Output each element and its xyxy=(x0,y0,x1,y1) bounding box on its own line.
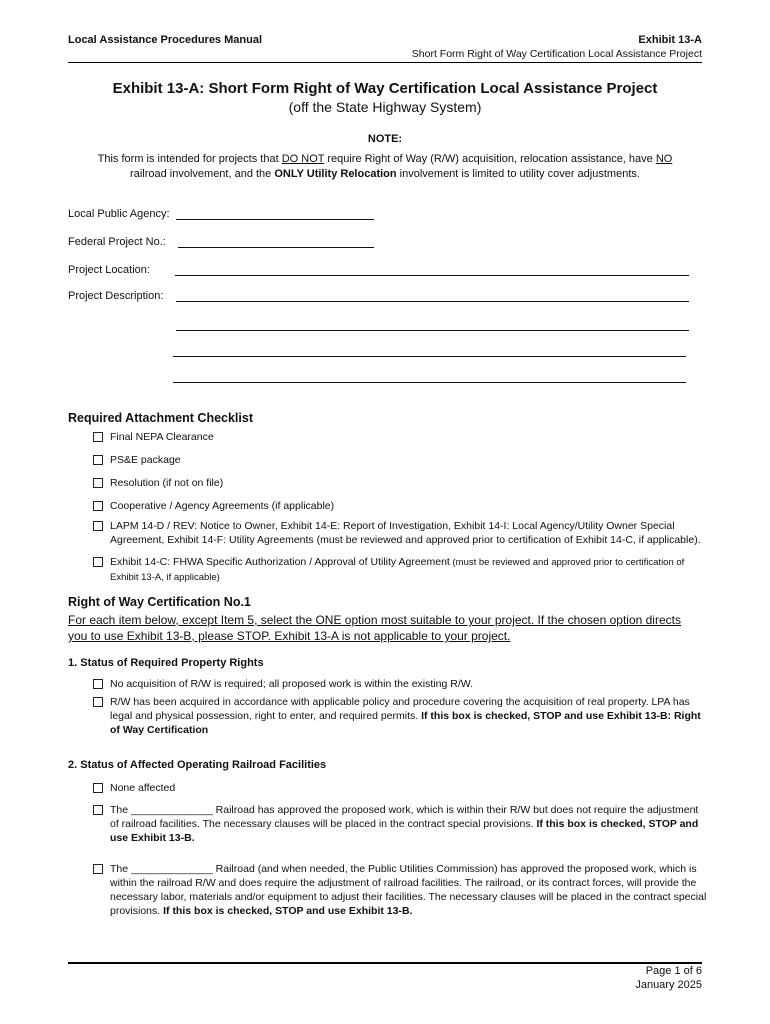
page-subtitle: (off the State Highway System) xyxy=(288,99,482,115)
revision-date: January 2025 xyxy=(635,979,702,991)
checkbox[interactable] xyxy=(93,805,103,815)
checkbox[interactable] xyxy=(93,697,103,707)
section-1-option[interactable]: R/W has been acquired in accordance with applicable policy and procedure covering the acquisition of real property. LPA has legal and physical possession, right to enter, and required permits. If this box is checked, STOP and use Exhibit 13-B: Right of Way Certification xyxy=(93,695,708,737)
checkbox[interactable] xyxy=(93,521,103,531)
exhibit-label: Exhibit 13-A xyxy=(638,34,702,46)
checkbox[interactable] xyxy=(93,864,103,874)
footer-divider xyxy=(68,962,702,964)
checklist-item[interactable]: Resolution (if not on file) xyxy=(93,476,708,490)
checklist-item[interactable]: LAPM 14-D / REV: Notice to Owner, Exhibit 14-E: Report of Investigation, Exhibit 14-I: Local Agency/Utility Owner Special Agreement, Exhibit 14-F: Utility Agreements (must be reviewed and approved prior to certification of Exhibit 14-C, if applicable). xyxy=(93,519,708,547)
section-2-option[interactable]: None affected xyxy=(93,781,708,795)
checkbox[interactable] xyxy=(93,557,103,567)
agency-label: Local Public Agency: xyxy=(68,208,170,220)
checkbox[interactable] xyxy=(93,478,103,488)
checklist-item[interactable]: Cooperative / Agency Agreements (if applicable) xyxy=(93,499,708,513)
checklist-item[interactable]: Exhibit 14-C: FHWA Specific Authorization / Approval of Utility Agreement (must be reviewed and approved prior to certification of Exhibit 13-A, if applicable) xyxy=(93,555,708,585)
intro-text: This form is intended for projects that DO NOT require Right of Way (R/W) acquisition, relocation assistance, have NO railroad involvement, and the ONLY Utility Relocation involvement is limited to utility cover adjustments. xyxy=(97,153,673,180)
page-number: Page 1 of 6 xyxy=(645,965,702,977)
checklist-heading: Required Attachment Checklist xyxy=(68,411,253,425)
description-field-line-2[interactable] xyxy=(176,330,689,331)
location-label: Project Location: xyxy=(68,264,150,276)
checkbox[interactable] xyxy=(93,432,103,442)
checklist-item[interactable]: Final NEPA Clearance xyxy=(93,430,708,444)
description-field-line-4[interactable] xyxy=(173,382,686,383)
header-divider xyxy=(68,62,702,63)
page-title: Exhibit 13-A: Short Form Right of Way Certification Local Assistance Project xyxy=(112,80,658,97)
description-field-line-3[interactable] xyxy=(173,356,686,357)
federal-no-field[interactable] xyxy=(178,247,374,248)
checklist-item[interactable]: PS&E package xyxy=(93,453,708,467)
manual-title: Local Assistance Procedures Manual xyxy=(68,34,262,46)
agency-field[interactable] xyxy=(176,219,374,220)
certification-instructions: For each item below, except Item 5, select the ONE option most suitable to your project. If the chosen option directs you to use Exhibit 13-B, please STOP. Exhibit 13-A is not applicable to your project. xyxy=(68,613,681,643)
description-field-line-1[interactable] xyxy=(176,301,689,302)
note-label: NOTE: xyxy=(367,133,403,145)
checkbox[interactable] xyxy=(93,501,103,511)
section-2-heading: 2. Status of Affected Operating Railroad Facilities xyxy=(68,759,327,771)
certification-heading: Right of Way Certification No.1 xyxy=(68,595,251,609)
section-2-option[interactable]: The ______________ Railroad has approved the proposed work, which is within their R/W but does not require the adjustment of railroad facilities. The necessary clauses will be placed in the contract special provisions. If this box is checked, STOP and use Exhibit 13-B. xyxy=(93,803,708,845)
location-field[interactable] xyxy=(175,275,689,276)
section-2-option[interactable]: The ______________ Railroad (and when needed, the Public Utilities Commission) has approved the proposed work, which is within the railroad R/W and does require the adjustment of railroad facilities. The railroad, or its contract forces, will provide the necessary labor, materials and/or equipment to adjust their facilities. The necessary clauses will be placed in the contract special provisions. If this box is checked, STOP and use Exhibit 13-B. xyxy=(93,862,708,918)
section-1-option[interactable]: No acquisition of R/W is required; all proposed work is within the existing R/W. xyxy=(93,677,708,691)
header-subtitle: Short Form Right of Way Certification Local Assistance Project xyxy=(411,48,702,60)
description-label: Project Description: xyxy=(68,290,164,302)
federal-no-label: Federal Project No.: xyxy=(68,236,166,248)
section-1-heading: 1. Status of Required Property Rights xyxy=(68,657,264,669)
checkbox[interactable] xyxy=(93,455,103,465)
checkbox[interactable] xyxy=(93,783,103,793)
checkbox[interactable] xyxy=(93,679,103,689)
